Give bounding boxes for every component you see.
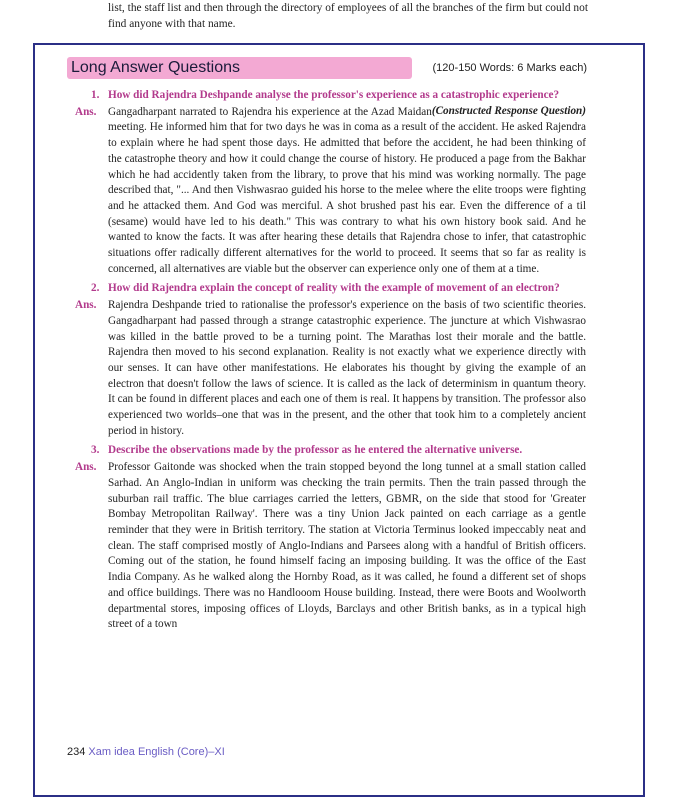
book-title: Xam idea English (Core)–XI xyxy=(88,746,225,758)
answer-text xyxy=(75,105,586,278)
question-number: 2. xyxy=(91,282,100,295)
answer-label: Ans. xyxy=(75,299,97,312)
answer-label: Ans. xyxy=(75,461,97,474)
marks-note: (120-150 Words: 6 Marks each) xyxy=(432,62,587,74)
question-tag: (Constructed Response Question) xyxy=(431,104,586,117)
answer-label: Ans. xyxy=(75,105,97,118)
question-number: 1. xyxy=(91,89,100,101)
question-text xyxy=(75,443,586,459)
question-item-3 xyxy=(75,443,586,632)
question-body: How did Rajendra explain the concept of reality with the example of movement of an electron? xyxy=(108,282,560,295)
question-body: Describe the observations made by the professor as he entered the alternative universe. xyxy=(108,444,523,457)
page-footer xyxy=(67,746,225,758)
answer-body: Rajendra Deshpande tried to rationalise the professor's experience on the basis of two scientific theories. Gangadharpant had passed through a strange catastrophic experience. The juncture at which Vishwasrao was killed in the battle proved to be a turning point. The Marathas lost their morale and the battle. Rajendra then moved to his second explanation. Reality is not exactly what we experience directly with our senses. It can have other manifestations. He elaborates his thought by giving the example of an electron that doesn't follow the laws of science. It is called as the lack of determinism in quantum theory. It can be found in different places and each one of them is real. It happens by transition. The professor also experienced two worlds–one that was in the present, and the other that took him to a completely ancient period in history. xyxy=(108,299,587,437)
question-text xyxy=(75,281,586,297)
section-title: Long Answer Questions xyxy=(71,59,240,76)
question-number: 3. xyxy=(91,444,100,457)
question-item-1 xyxy=(75,88,586,277)
question-item-2 xyxy=(75,281,586,439)
answer-body: Professor Gaitonde was shocked when the train stopped beyond the long tunnel at a small station called Sarhad. An Anglo-Indian in uniform was checking the train permits. Then the train passed through the suburban rail traffic. The blue carriages carried the letters, GBMR, on the side that stood for 'Greater Bombay Metropolitan Railway'. There was a tiny Union Jack painted on each carriage as a gentle reminder that they were in British territory. The station at Victoria Terminus looked impeccably neat and clean. The staff comprised mostly of Anglo-Indians and Parsees along with a handful of British officers. Coming out of the station, he found himself facing an imposing building. It was the office of the East India Company. As he walked along the Hornby Road, as it was called, he found a different set of shops and office buildings. There was no Handlooom House building. Instead, there were Boots and Woolworth departmental stores, imposing offices of Lloyds, Barclays and other British banks, as in a typical high street of a town xyxy=(108,461,586,631)
previous-page-text: list, the staff list and then through the directory of employees of all the branches of the firm but could not find anyone with that name. xyxy=(108,2,588,30)
question-body: How did Rajendra Deshpande analyse the professor's experience as a catastrophic experience? xyxy=(108,89,560,101)
questions-list xyxy=(75,88,586,637)
page-number: 234 xyxy=(67,746,86,758)
answer-body: Gangadharpant narrated to Rajendra his experience at the Azad Maidan meeting. He informed him that for two days he was in coma as a result of the accident. He asked Rajendra to explain where he had spent those days. He admitted that before the accident, he had been thinking of the catastrophe theory and how it could change the course of history. He produced a page from the Bakhar which he had accidently taken from the library, to prove that his mind was working normally. The page described that, "... And then Vishwasrao guided his horse to the melee where the elite troops were fighting and he attacked them. And God was merciful. A shot brushed past his ear. Even the difference of a til (sesame) would have led to his death." This was contrary to what his own history book said. And he wanted to know the facts. It was after hearing these details that Rajendra chose to infer, that catastrophic situations offer radically different alternatives for the world to proceed. It seems that so far as reality is concerned, all alternatives are viable but the observer can experience only one of them at a time. xyxy=(108,105,586,275)
answer-text xyxy=(75,298,586,439)
answer-text xyxy=(75,460,586,633)
